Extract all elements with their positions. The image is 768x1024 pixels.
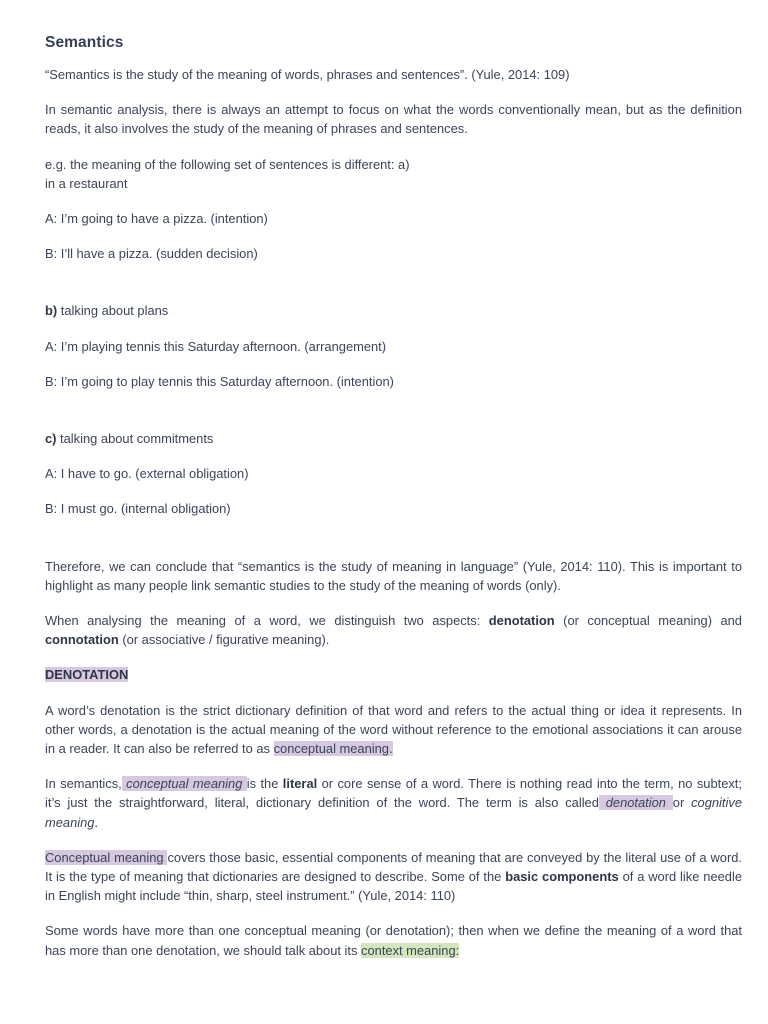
quote-paragraph: “Semantics is the study of the meaning of words, phrases and sentences”. (Yule, 2014: 109) [45, 67, 570, 82]
literal-text: or [672, 795, 692, 811]
definition-text: A word’s denotation is the strict dictionary definition of that word and refers to the actual thing or idea it represents. In other words, a denotation is the actual meaning of the word without reference to the emotional associations it can arouse in a reader. It can also be referred to as [45, 702, 742, 757]
term-cognitive-meaning: cognitive meaning [45, 795, 742, 830]
components-text: of a word like needle in English might include “thin, sharp, steel instrument.” (Yule, 2014: 110) [45, 869, 742, 904]
term-connotation: connotation [45, 632, 119, 648]
aspects-text: (or associative / figurative meaning). [118, 632, 330, 648]
literal-text: . [94, 814, 99, 830]
aspects-text: When analysing the meaning of a word, we distinguish two aspects: [45, 613, 489, 629]
literal-text: is the [246, 776, 283, 792]
example-c-text: talking about commitments [56, 431, 214, 447]
aspects-paragraph [45, 611, 742, 649]
example-b-heading [45, 301, 742, 320]
example-intro [45, 155, 742, 193]
example-a-line-b: B: I’ll have a pizza. (sudden decision) [45, 246, 258, 262]
highlight-conceptual-meaning-italic: conceptual meaning [121, 776, 247, 792]
highlight-denotation-italic: denotation [598, 795, 673, 811]
example-b-label: b) [45, 303, 58, 319]
components-paragraph [45, 848, 742, 906]
example-c-line-b: B: I must go. (internal obligation) [45, 501, 231, 517]
analysis-paragraph: In semantic analysis, there is always an attempt to focus on what the words conventionally mean, but as the definition reads, it also involves the study of the meaning of phrases and sentences. [45, 102, 742, 137]
term-denotation: denotation [488, 613, 555, 629]
denotation-heading-line [45, 665, 742, 684]
highlight-conceptual-meaning-start: Conceptual meaning [45, 849, 168, 865]
highlight-context-meaning: context meaning: [361, 942, 460, 958]
example-a-line-a: A: I’m going to have a pizza. (intention) [45, 211, 268, 227]
context-paragraph [45, 921, 742, 959]
example-b-line-b: B: I’m going to play tennis this Saturday afternoon. (intention) [45, 373, 394, 389]
highlight-conceptual-meaning: conceptual meaning. [273, 741, 393, 757]
conclusion-paragraph: Therefore, we can conclude that “semantics is the study of meaning in language” (Yule, 2014: 110). This is important to highlight as many people link semantic studies to the study of the meaning of words (only). [45, 558, 742, 593]
components-text: covers those basic, essential components of meaning that are conveyed by the literal use of a word. It is the type of meaning that dictionaries are designed to describe. Some of the [45, 849, 743, 885]
literal-text: or core sense of a word. There is nothing read into the term, no subtext; it’s just the straightforward, literal, dictionary definition of the word. The term is also called [45, 776, 742, 811]
denotation-heading: DENOTATION [45, 667, 129, 683]
denotation-definition-paragraph [45, 701, 742, 759]
example-c-line-a: A: I have to go. (external obligation) [45, 466, 249, 482]
term-literal: literal [282, 776, 318, 792]
example-context: in a restaurant [45, 175, 128, 191]
aspects-text: (or conceptual meaning) and [554, 613, 742, 629]
page-title: Semantics [45, 34, 124, 51]
example-c-label: c) [45, 431, 57, 447]
literal-text: In semantics, [45, 776, 122, 792]
term-basic-components: basic components [505, 869, 619, 885]
context-text: Some words have more than one conceptual meaning (or denotation); then when we define the meaning of a word that has more than one denotation, we should talk about its [45, 923, 742, 958]
example-intro-line: e.g. the meaning of the following set of sentences is different: a) [45, 156, 410, 172]
example-b-text: talking about plans [57, 303, 169, 319]
literal-paragraph [45, 774, 742, 832]
example-b-line-a: A: I’m playing tennis this Saturday afternoon. (arrangement) [45, 338, 387, 354]
example-c-heading [45, 429, 742, 448]
